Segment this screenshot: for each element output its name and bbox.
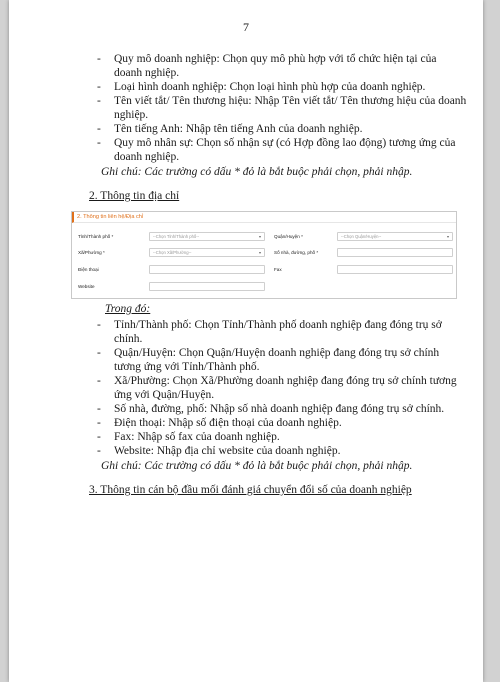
list-item: - Điện thoại: Nhập số điện thoại của doanh nghiệp. — [97, 416, 467, 430]
list-item: - Website: Nhập địa chỉ website của doanh nghiệp. — [97, 444, 467, 458]
required-fields-note: Ghi chú: Các trường có dấu * đỏ là bắt buộc phải chọn, phải nhập. — [101, 166, 413, 178]
district-select[interactable] — [337, 232, 453, 241]
street-label: Số nhà, đường, phố * — [274, 250, 319, 255]
page-number: 7 — [243, 20, 249, 34]
list-item: - Fax: Nhập số fax của doanh nghiệp. — [97, 430, 467, 444]
enterprise-fields-list — [97, 52, 467, 164]
province-label: Tỉnh/Thành phố * — [78, 234, 114, 239]
district-label: Quận/Huyện * — [274, 234, 303, 239]
contact-address-form — [71, 211, 457, 299]
province-select[interactable] — [149, 232, 265, 241]
list-item: - Quy mô nhân sự: Chọn số nhận sự (có Hợp đồng lao động) tương ứng của doanh nghiệp. — [97, 136, 467, 164]
ward-label: Xã/Phường * — [78, 250, 105, 255]
website-label: Website — [78, 284, 95, 289]
list-item: - Tên tiếng Anh: Nhập tên tiếng Anh của doanh nghiệp. — [97, 122, 467, 136]
list-item: - Tỉnh/Thành phố: Chọn Tỉnh/Thành phố doanh nghiệp đang đóng trụ sở chính. — [97, 318, 467, 346]
street-input[interactable] — [337, 248, 453, 257]
ward-placeholder: --Chọn Xã/Phường-- — [153, 250, 192, 255]
list-item: - Quy mô doanh nghiệp: Chọn quy mô phù hợp với tổ chức hiện tại của doanh nghiệp. — [97, 52, 467, 80]
chevron-down-icon: ▾ — [258, 250, 261, 255]
document-page — [9, 0, 483, 682]
website-input[interactable] — [149, 282, 265, 291]
list-item: - Quận/Huyện: Chọn Quận/Huyện doanh nghiệp đang đóng trụ sở chính tương ứng với Tỉnh/Thành phố. — [97, 346, 467, 374]
phone-input[interactable] — [149, 265, 265, 274]
list-item: - Xã/Phường: Chọn Xã/Phường doanh nghiệp đang đóng trụ sở chính tương ứng với Quận/Huyện. — [97, 374, 467, 402]
fax-input[interactable] — [337, 265, 453, 274]
ward-select[interactable] — [149, 248, 265, 257]
district-placeholder: --Chọn Quận/Huyện-- — [341, 234, 382, 239]
phone-label: Điện thoại — [78, 267, 99, 272]
section-heading-address: 2. Thông tin địa chỉ — [89, 190, 180, 202]
province-placeholder: --Chọn Tỉnh/Thành phố-- — [153, 234, 200, 239]
list-item: - Tên viết tắt/ Tên thương hiệu: Nhập Tên viết tắt/ Tên thương hiệu của doanh nghiệp. — [97, 94, 467, 122]
list-item: - Số nhà, đường, phố: Nhập số nhà doanh nghiệp đang đóng trụ sở chính. — [97, 402, 467, 416]
in-which-label: Trong đó: — [105, 303, 151, 315]
list-item: - Loại hình doanh nghiệp: Chọn loại hình phù hợp của doanh nghiệp. — [97, 80, 467, 94]
chevron-down-icon: ▾ — [258, 234, 261, 239]
address-fields-list — [97, 318, 467, 458]
chevron-down-icon: ▾ — [446, 234, 449, 239]
section-heading-contact-officer: 3. Thông tin cán bộ đầu mối đánh giá chuyển đổi số của doanh nghiệp — [89, 484, 412, 496]
fax-label: Fax — [274, 267, 282, 272]
required-fields-note-2: Ghi chú: Các trường có dấu * đỏ là bắt buộc phải chọn, phải nhập. — [101, 460, 413, 472]
form-title: 2. Thông tin liên hệ/Địa chỉ — [72, 212, 456, 223]
